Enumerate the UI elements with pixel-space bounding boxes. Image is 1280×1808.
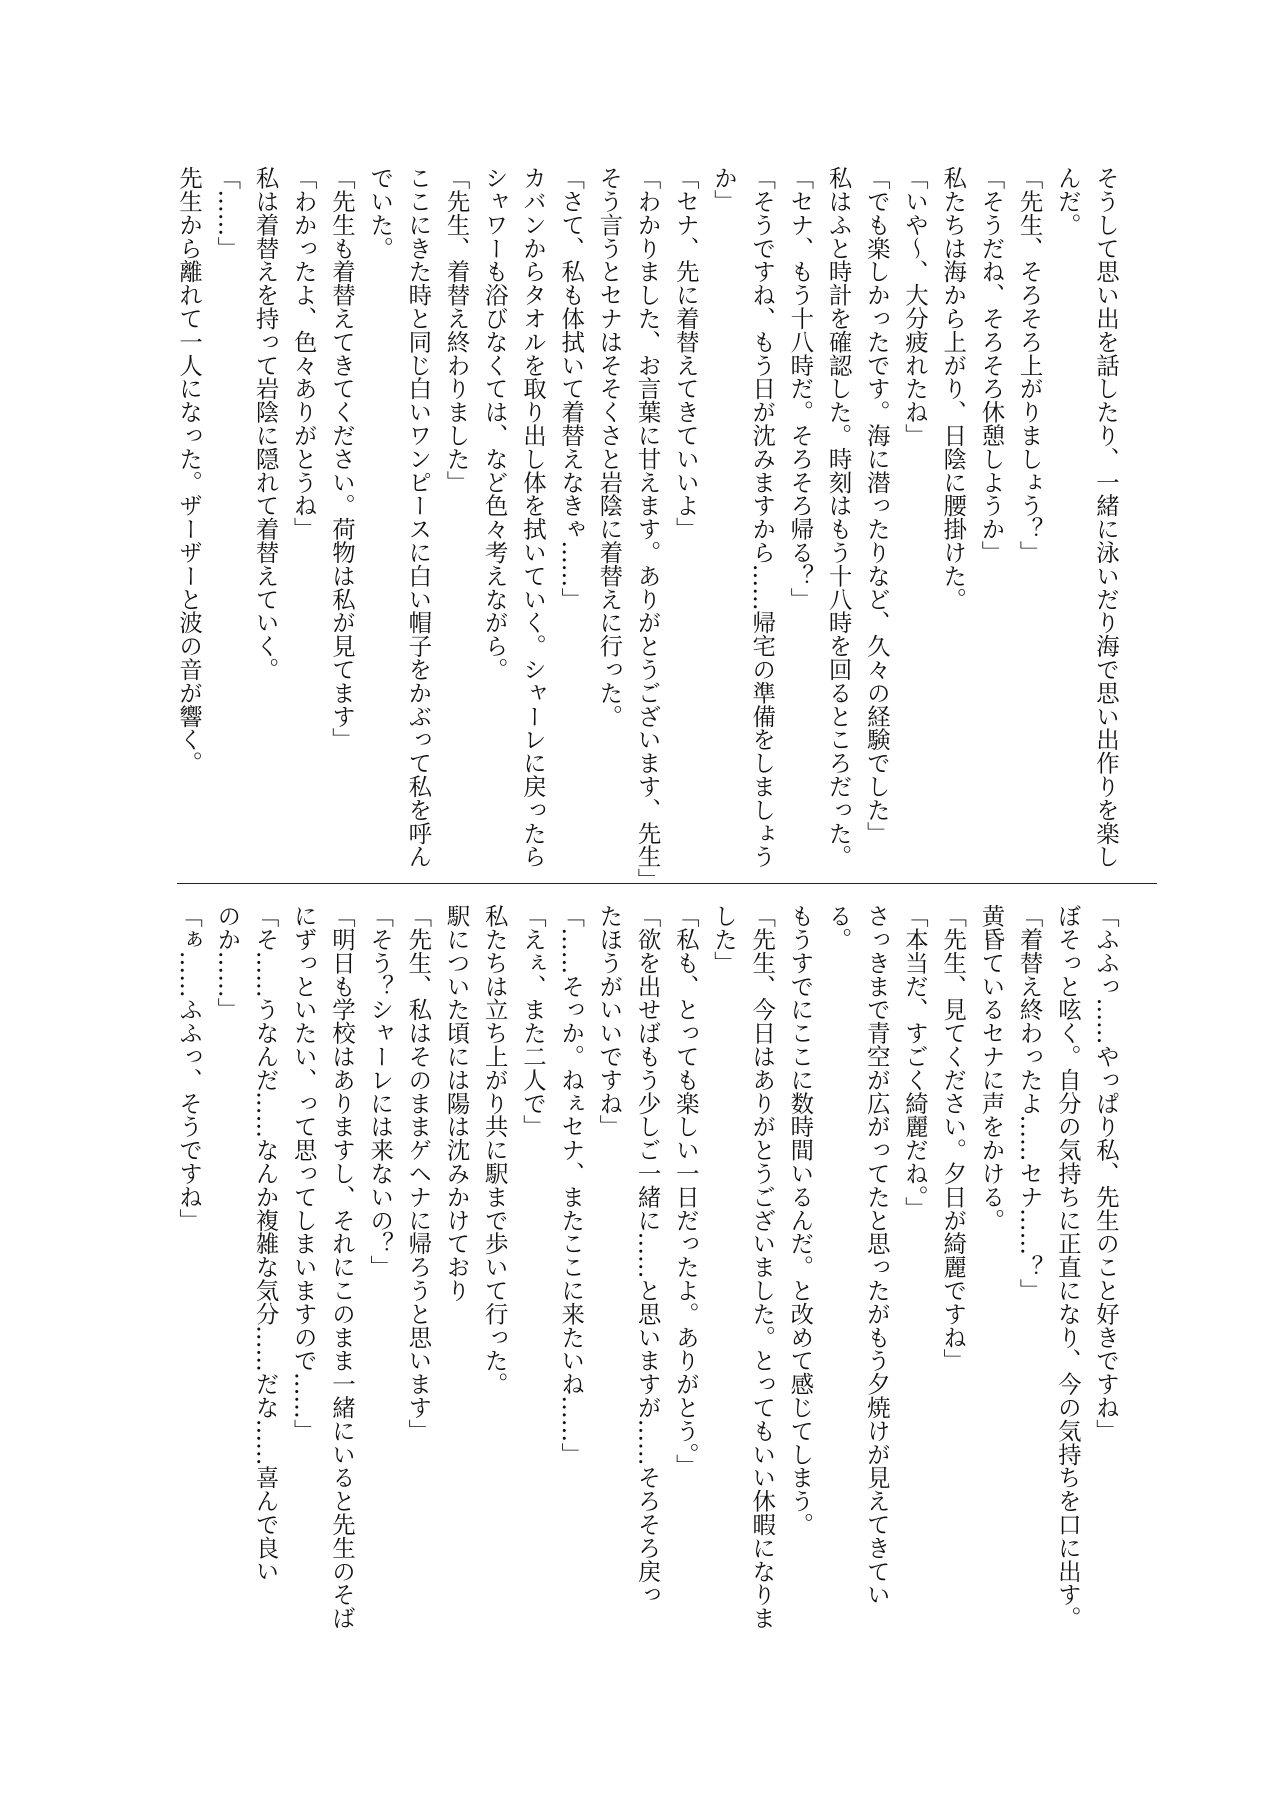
text-line: 「……そっか。ねぇセナ、またここに来たいね……」 (557, 904, 586, 1466)
text-line: そうして思い出を話したり、一緒に泳いだり海で思い出作りを楽し (1092, 166, 1120, 868)
lower-text-block (165, 904, 1125, 1630)
text-line: 「セナ、先に着替えてきていいよ」 (671, 166, 700, 541)
text-line: さっきまで青空が広がってたと思ったがもう夕焼けが見えてきてい (862, 904, 891, 1606)
text-line: そう言うとセナはそそくさと岩陰に着替えに行った。 (595, 166, 624, 728)
text-line: 黄昏ているセナに声をかける。 (977, 904, 1006, 1232)
section-divider (177, 883, 1157, 884)
text-line: 「……」 (213, 166, 242, 260)
text-line: 「明日も学校はありますし、それにこのまま一緒にいると先生のそば (327, 904, 356, 1630)
text-line: 「いや～、大分疲れたね」 (900, 166, 929, 447)
text-line: る。 (824, 904, 853, 951)
text-line: 「欲を出せばもう少しご一緒に……と思いますが……そろそろ戻っ (633, 904, 662, 1606)
text-line: 私たちは立ち上がり共に駅まで歩いて行った。 (480, 904, 509, 1396)
text-line: 「先生も着替えてきてください。荷物は私が見てます」 (327, 166, 356, 751)
text-line: 「わかったよ、色々ありがとうね」 (289, 166, 318, 541)
text-line: んだ。 (1053, 166, 1082, 237)
text-line: 「先生、そろそろ上がりましょう？」 (1015, 166, 1044, 564)
text-line: のか……」 (213, 904, 242, 1021)
text-line: ぼそっと呟く。自分の気持ちに正直になり、今の気持ちを口に出す。 (1053, 904, 1082, 1630)
text-line: 「私も、とっても楽しい一日だったよ。ありがとう。」 (671, 904, 700, 1478)
text-line: カバンからタオルを取り出し体を拭いていく。シャーレに戻ったら (518, 166, 547, 868)
text-line: 「着替え終わったよ……セナ……？」 (1015, 904, 1044, 1302)
text-line: 「そう？シャーレには来ないの？」 (366, 904, 395, 1279)
text-line: 駅についた頃には陽は沈みかけており (442, 904, 471, 1302)
text-line: 「本当だ、すごく綺麗だね。」 (900, 904, 929, 1220)
text-line: した」 (709, 904, 738, 975)
text-line: 「セナ、もう十八時だ。そろそろ帰る？」 (786, 166, 815, 611)
text-line: たほうがいいですね」 (595, 904, 624, 1138)
text-line: 先生から離れて一人になった。ザーザーと波の音が響く。 (175, 166, 204, 775)
text-line: 「わかりました、お言葉に甘えます。ありがとうございます、先生」 (633, 166, 662, 892)
text-line: 「そ……うなんだ……なんか複雑な気分……だな……喜んで良い (251, 904, 280, 1583)
text-line: 私はふと時計を確認した。時刻はもう十八時を回るところだった。 (824, 166, 853, 868)
text-line: 「先生、見てください。夕日が綺麗ですね」 (939, 904, 968, 1372)
text-line: 「先生、私はそのままゲヘナに帰ろうと思います」 (404, 904, 433, 1443)
text-line: シャワーも浴びなくては、など色々考えながら。 (480, 166, 509, 681)
text-line: か」 (709, 166, 738, 213)
text-line: ここにきた時と同じ白いワンピースに白い帽子をかぶって私を呼ん (404, 166, 433, 868)
text-line: 「えぇ、また二人で」 (518, 904, 547, 1138)
text-line: 「そうですね、もう日が沈みますから……帰宅の準備をしましょう (748, 166, 777, 868)
text-line: 私たちは海から上がり、日陰に腰掛けた。 (939, 166, 968, 611)
text-line: にずっといたい、って思ってしまいますので……」 (289, 904, 318, 1443)
text-line: 「そうだね、そろそろ休憩しようか」 (977, 166, 1006, 564)
text-line: 「先生、着替え終わりました」 (442, 166, 471, 494)
text-line: 「先生、今日はありがとうございました。とってもいい休暇になりま (748, 904, 777, 1630)
text-line: でいた。 (366, 166, 395, 260)
text-line: 私は着替えを持って岩陰に隠れて着替えていく。 (251, 166, 280, 681)
text-line: もうすでにここに数時間いるんだ。と改めて感じてしまう。 (786, 904, 815, 1536)
text-line: 「ぁ……ふふっ、そうですね」 (175, 904, 204, 1232)
upper-text-block (165, 166, 1125, 892)
text-line: 「でも楽しかったです。海に潜ったりなど、久々の経験でした」 (862, 166, 891, 845)
text-line: 「さて、私も体拭いて着替えなきゃ……」 (557, 166, 586, 611)
text-line: 「ふふっ……やっぱり私、先生のこと好きですね」 (1092, 904, 1120, 1443)
